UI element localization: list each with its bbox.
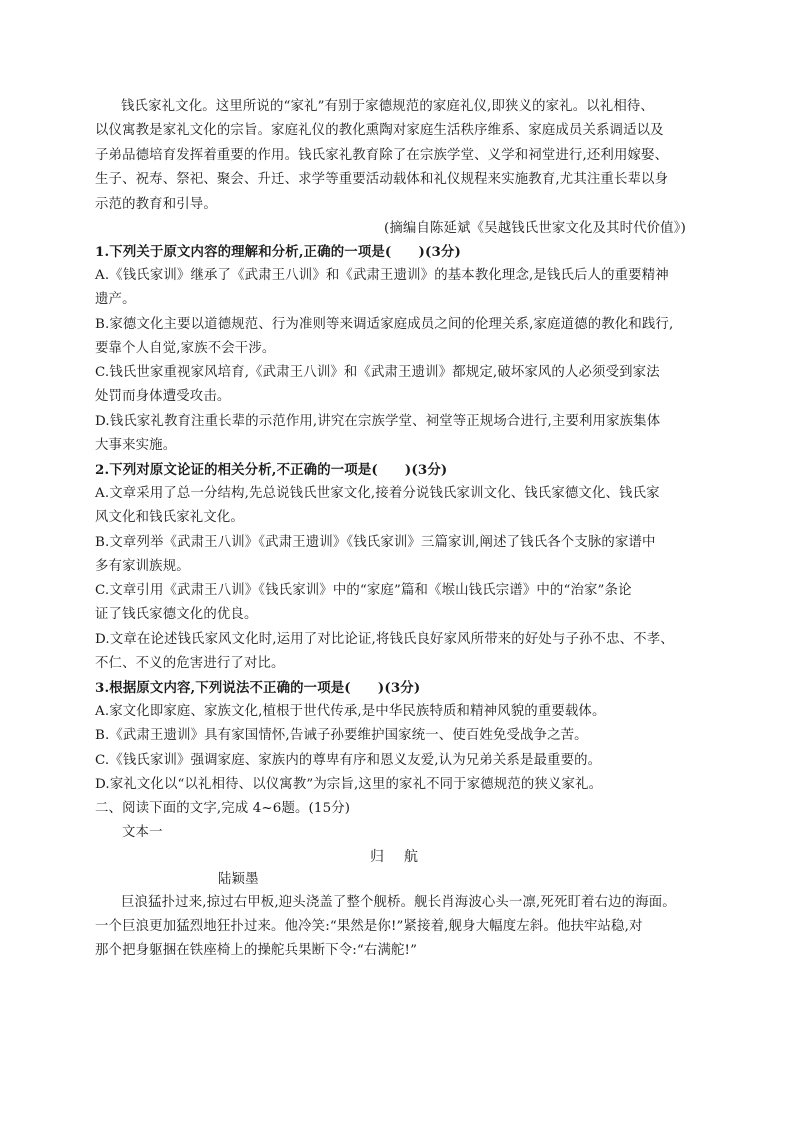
story-line: 那个把身躯捆在铁座椅上的操舵兵果断下令:“右满舵!” (95, 943, 418, 958)
question-stem: 2.下列对原文论证的相关分析,不正确的一项是( )(3分) (95, 462, 448, 478)
option-d-line: D.文章在论述钱氏家风文化时,运用了对比论证,将钱氏良好家风所带来的好处与子孙不忠、不孝、 (95, 632, 674, 647)
story-line: 巨浪猛扑过来,掠过右甲板,迎头浇盖了整个舰桥。舰长肖海波心头一凛,死死盯着右边的海面。 (121, 895, 676, 910)
option-c-line: C.《钱氏家训》强调家庭、家族内的尊卑有序和恩义友爱,认为兄弟关系是最重要的。 (95, 753, 602, 768)
section-instruction: 二、阅读下面的文字,完成 4~6题。(15分) (95, 801, 351, 816)
question-stem: 3.根据原文内容,下列说法不正确的一项是( )(3分) (95, 680, 421, 696)
passage-line: 子弟品德培育发挥着重要的作用。钱氏家礼教育除了在宗族学堂、义学和祠堂进行,还利用嫁娶、 (95, 148, 669, 163)
option-c-line: 证了钱氏家德文化的优良。 (95, 607, 258, 622)
passage-line: 生子、祝寿、祭祀、聚会、升迁、求学等重要活动载体和礼仪规程来实施教育,尤其注重长辈以身 (95, 172, 669, 187)
option-a-line: 遗产。 (95, 292, 136, 307)
option-b-line: B.家德文化主要以道德规范、行为准则等来调适家庭成员之间的伦理关系,家庭道德的教化和践行, (95, 317, 674, 332)
option-c-line: 处罚而身体遭受攻击。 (95, 389, 231, 404)
option-b-line: B.《武肃王遗训》具有家国情怀,告诫子孙要维护国家统一、使百姓免受战争之苦。 (95, 728, 588, 743)
story-author: 陆颖墨 (218, 872, 259, 887)
text-label: 文本一 (122, 825, 163, 840)
story-title: 归航 (370, 849, 438, 865)
option-a-line: A.家文化即家庭、家族文化,植根于世代传承,是中华民族特质和精神风貌的重要载体。 (95, 704, 606, 719)
option-d-line: D.家礼文化以“以礼相待、以仪寓教”为宗旨,这里的家礼不同于家德规范的狭义家礼。 (95, 777, 603, 792)
option-d-line: 不仁、不义的危害进行了对比。 (95, 656, 285, 671)
option-d-line: D.钱氏家礼教育注重长辈的示范作用,讲究在宗族学堂、祠堂等正规场合进行,主要利用家族集体 (95, 414, 661, 429)
question-stem: 1.下列关于原文内容的理解和分析,正确的一项是( )(3分) (95, 244, 461, 260)
option-d-line: 大事来实施。 (95, 438, 177, 453)
passage-source: (摘编自陈延斌《吴越钱氏世家文化及其时代价值》) (384, 221, 686, 236)
option-a-line: 风文化和钱氏家礼文化。 (95, 510, 244, 525)
option-c-line: C.文章引用《武肃王八训》《钱氏家训》中的“家庭”篇和《堠山钱氏宗谱》中的“治家”条论 (95, 583, 632, 598)
option-a-line: A.《钱氏家训》继承了《武肃王八训》和《武肃王遗训》的基本教化理念,是钱氏后人的重要精神 (95, 268, 669, 283)
passage-line: 示范的教育和引导。 (95, 197, 217, 212)
passage-line: 钱氏家礼文化。这里所说的“家礼”有别于家德规范的家庭礼仪,即狭义的家礼。以礼相待、 (121, 99, 654, 114)
passage-line: 以仪寓教是家礼文化的宗旨。家庭礼仪的教化熏陶对家庭生活秩序维系、家庭成员关系调适以及 (95, 123, 664, 138)
option-b-line: 要靠个人自觉,家族不会干涉。 (95, 341, 276, 356)
story-line: 一个巨浪更加猛烈地狂扑过来。他冷笑:“果然是你!”紧接着,舰身大幅度左斜。他扶牢站稳,对 (95, 919, 643, 934)
option-a-line: A.文章采用了总一分结构,先总说钱氏世家文化,接着分说钱氏家训文化、钱氏家德文化、钱氏家 (95, 486, 660, 501)
option-b-line: B.文章列举《武肃王八训》《武肃王遗训》《钱氏家训》三篇家训,阐述了钱氏各个支脉的家谱中 (95, 535, 656, 550)
option-c-line: C.钱氏世家重视家风培育,《武肃王八训》和《武肃王遗训》都规定,破坏家风的人必须受到家法 (95, 365, 660, 380)
option-b-line: 多有家训族规。 (95, 559, 190, 574)
